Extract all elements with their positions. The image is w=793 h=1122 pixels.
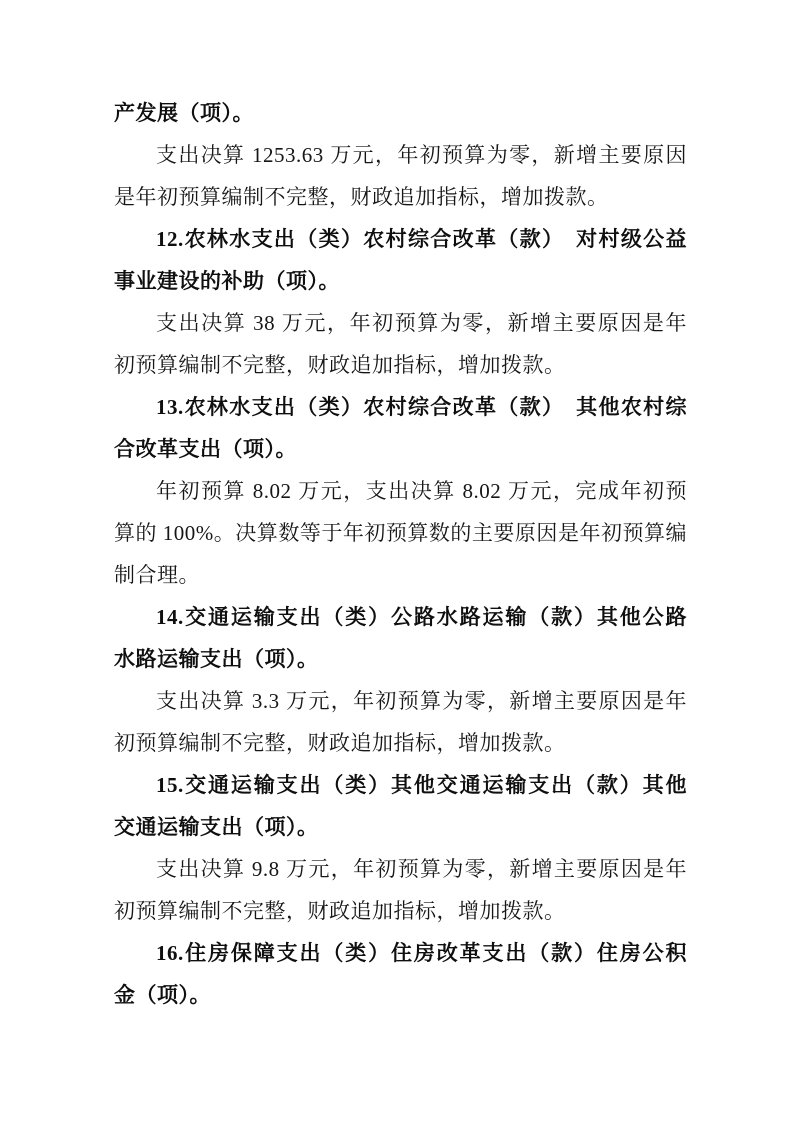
text-line: 初预算编制不完整，财政追加指标，增加拨款。 bbox=[114, 353, 566, 377]
text-line: 是年初预算编制不完整，财政追加指标，增加拨款。 bbox=[114, 185, 609, 209]
body-paragraph bbox=[114, 302, 687, 386]
body-paragraph bbox=[114, 470, 687, 596]
text-line: 年初预算 8.02 万元，支出决算 8.02 万元，完成年初预 bbox=[156, 479, 687, 503]
heading-paragraph bbox=[114, 764, 687, 848]
text-line: 制合理。 bbox=[114, 563, 200, 587]
heading-paragraph bbox=[114, 218, 687, 302]
text-line: 支出决算 38 万元，年初预算为零，新增主要原因是年 bbox=[156, 311, 687, 335]
text-line: 交通运输支出（项）。 bbox=[114, 815, 319, 839]
text-line: 事业建设的补助（项）。 bbox=[114, 269, 340, 293]
text-line: 支出决算 9.8 万元，年初预算为零，新增主要原因是年 bbox=[156, 857, 687, 881]
text-line: 初预算编制不完整，财政追加指标，增加拨款。 bbox=[114, 899, 566, 923]
text-line: 14.交通运输支出（类）公路水路运输（款）其他公路 bbox=[156, 605, 687, 629]
text-line: 产发展（项）。 bbox=[114, 101, 254, 125]
text-line: 金（项）。 bbox=[114, 983, 211, 1007]
text-line: 16.住房保障支出（类）住房改革支出（款）住房公积 bbox=[156, 941, 687, 965]
text-line: 支出决算 3.3 万元，年初预算为零，新增主要原因是年 bbox=[156, 689, 687, 713]
heading-paragraph bbox=[114, 932, 687, 1016]
heading-paragraph bbox=[114, 596, 687, 680]
text-line: 水路运输支出（项）。 bbox=[114, 647, 319, 671]
text-line: 初预算编制不完整，财政追加指标，增加拨款。 bbox=[114, 731, 566, 755]
text-line: 合改革支出（项）。 bbox=[114, 437, 297, 461]
heading-paragraph bbox=[114, 92, 687, 134]
text-line: 支出决算 1253.63 万元，年初预算为零，新增主要原因 bbox=[156, 143, 687, 167]
document-body bbox=[114, 92, 687, 1016]
text-line: 13.农林水支出（类）农村综合改革（款） 其他农村综 bbox=[156, 395, 687, 419]
text-line: 算的 100%。决算数等于年初预算数的主要原因是年初预算编 bbox=[114, 521, 687, 545]
text-line: 15.交通运输支出（类）其他交通运输支出（款）其他 bbox=[156, 773, 687, 797]
body-paragraph bbox=[114, 680, 687, 764]
body-paragraph bbox=[114, 848, 687, 932]
heading-paragraph bbox=[114, 386, 687, 470]
text-line: 12.农林水支出（类）农村综合改革（款） 对村级公益 bbox=[156, 227, 687, 251]
body-paragraph bbox=[114, 134, 687, 218]
